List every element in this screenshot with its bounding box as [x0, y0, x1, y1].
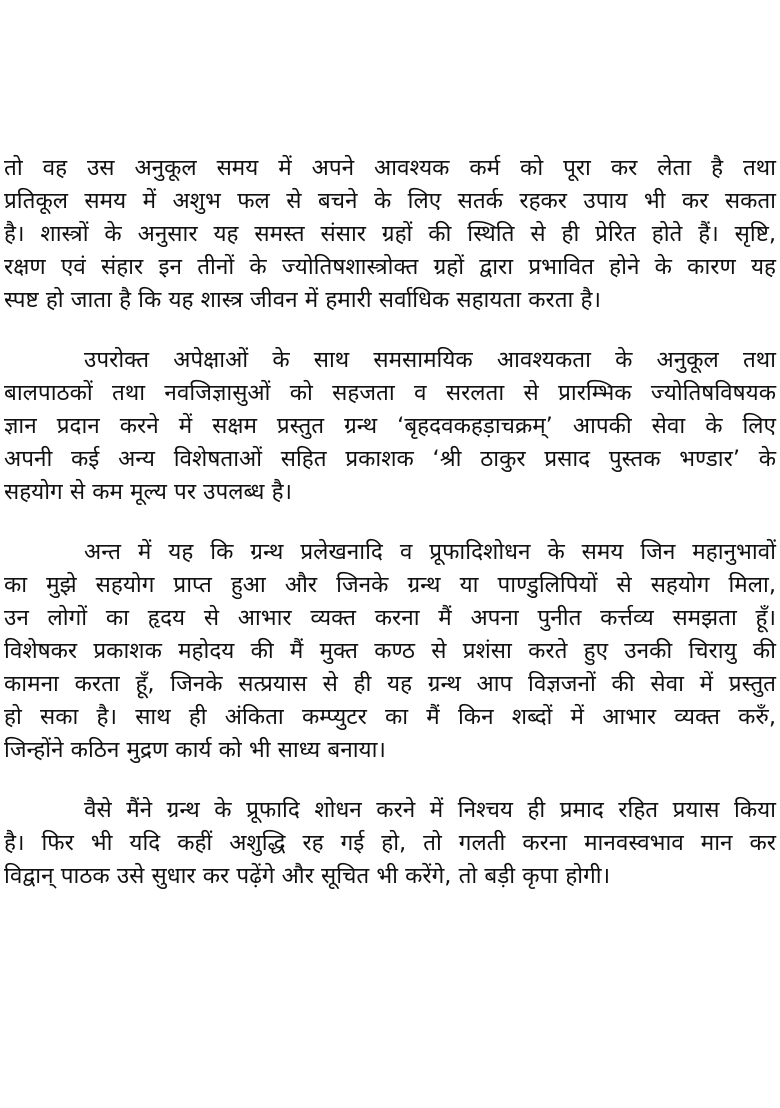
text-line: रक्षण एवं संहार इन तीनों के ज्योतिषशास्त्रोक्त ग्रहों द्वारा प्रभावित होने के कारण यह	[4, 254, 776, 280]
paragraph-2	[4, 344, 776, 509]
text-line: कामना करता हूँ, जिनके सत्प्रयास से ही यह ग्रन्थ आप विज्ञजनों की सेवा में प्रस्तुत	[4, 671, 776, 697]
text-line: हो सका है। साथ ही अंकिता कम्प्युटर का मैं किन शब्दों में आभार व्यक्त करुँ,	[4, 704, 776, 730]
text-line: है। फिर भी यदि कहीं अशुद्धि रह गई हो, तो गलती करना मानवस्वभाव मान कर	[4, 830, 776, 856]
text-line: तो वह उस अनुकूल समय में अपने आवश्यक कर्म को पूरा कर लेता है तथा	[4, 155, 776, 181]
text-line: वैसे मैंने ग्रन्थ के प्रूफादि शोधन करने में निश्चय ही प्रमाद रहित प्रयास किया	[84, 797, 776, 823]
text-line: जिन्होंने कठिन मुद्रण कार्य को भी साध्य बनाया।	[4, 737, 386, 763]
text-line: प्रतिकूल समय में अशुभ फल से बचने के लिए सतर्क रहकर उपाय भी कर सकता	[4, 188, 776, 214]
text-line: उन लोगों का हृदय से आभार व्यक्त करना मैं अपना पुनीत कर्त्तव्य समझता हूँ।	[4, 605, 776, 631]
text-line: विद्वान् पाठक उसे सुधार कर पढ़ेंगे और सूचित भी करेंगे, तो बड़ी कृपा होगी।	[4, 863, 611, 889]
text-line: अन्त में यह कि ग्रन्थ प्रलेखनादि व प्रूफादिशोधन के समय जिन महानुभावों	[84, 539, 776, 565]
text-line: उपरोक्त अपेक्षाओं के साथ समसामयिक आवश्यकता के अनुकूल तथा	[84, 347, 776, 373]
text-line: बालपाठकों तथा नवजिज्ञासुओं को सहजता व सरलता से प्रारम्भिक ज्योतिषविषयक	[4, 380, 776, 406]
text-line: का मुझे सहयोग प्राप्त हुआ और जिनके ग्रन्थ या पाण्डुलिपियों से सहयोग मिला,	[4, 572, 776, 598]
text-line: स्पष्ट हो जाता है कि यह शास्त्र जीवन में हमारी सर्वाधिक सहायता करता है।	[4, 287, 601, 313]
text-line: अपनी कई अन्य विशेषताओं सहित प्रकाशक ‘श्री ठाकुर प्रसाद पुस्तक भण्डार’ के	[4, 446, 776, 472]
text-line: सहयोग से कम मूल्य पर उपलब्ध है।	[4, 479, 293, 505]
paragraph-3	[4, 536, 776, 767]
text-line: है। शास्त्रों के अनुसार यह समस्त संसार ग्रहों की स्थिति से ही प्रेरित होते हैं। सृष्टि,	[4, 221, 776, 247]
paragraph-4	[4, 794, 776, 893]
paragraph-1	[4, 152, 776, 317]
document-page	[4, 152, 776, 920]
text-line: विशेषकर प्रकाशक महोदय की मैं मुक्त कण्ठ से प्रशंसा करते हुए उनकी चिरायु की	[4, 638, 776, 664]
text-line: ज्ञान प्रदान करने में सक्षम प्रस्तुत ग्रन्थ ‘बृहदवकहड़ाचक्रम्’ आपकी सेवा के लिए	[4, 413, 776, 439]
